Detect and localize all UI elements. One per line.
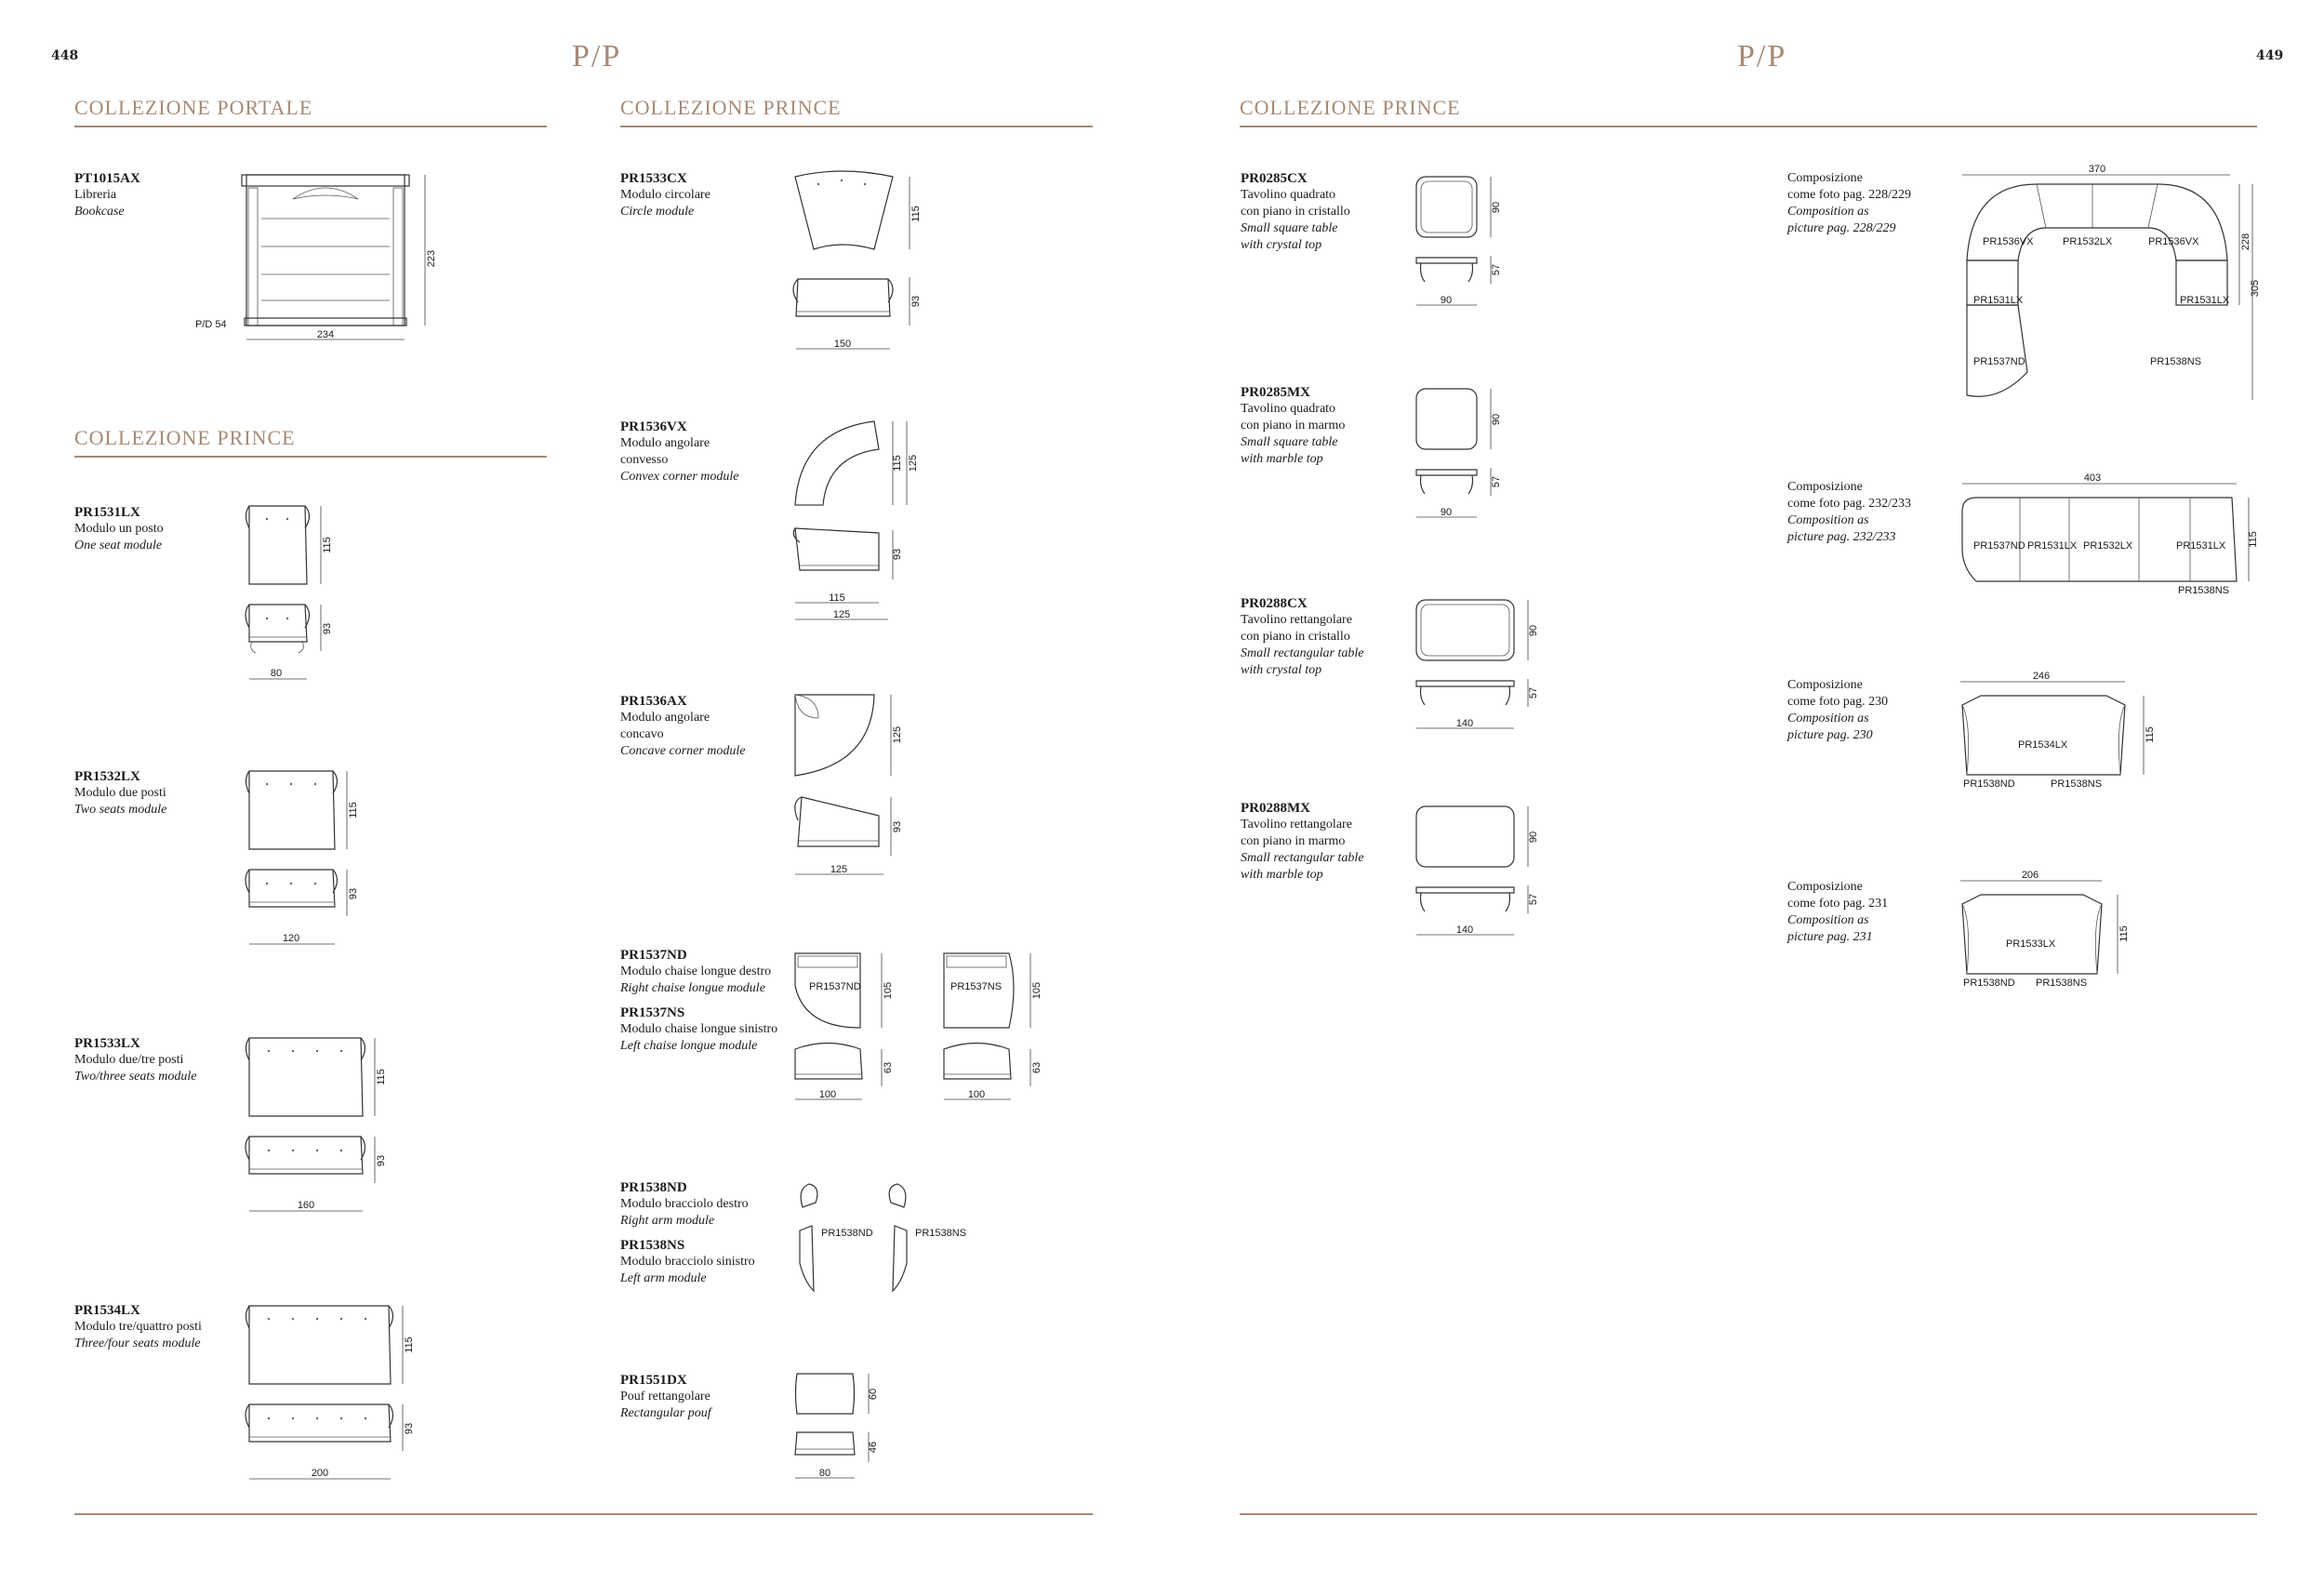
svg-text:90: 90 [1440,295,1453,306]
product-pr0288mx [1241,800,1363,884]
product-code: PR1536AX [620,694,687,709]
product-code: PR0288CX [1241,596,1308,611]
product-name-it: Pouf rettangolare [620,1390,710,1403]
svg-text:90: 90 [1491,201,1502,214]
product-name-it-2: con piano in cristallo [1241,630,1350,644]
product-code: PR1534LX [74,1303,140,1318]
svg-text:PR1537ND: PR1537ND [1973,540,2025,552]
bookcase-drawing [191,167,451,344]
product-name-it: Tavolino rettangolare [1241,613,1352,627]
svg-text:60: 60 [868,1388,879,1401]
bottom-rule-left [74,1513,1093,1515]
svg-text:93: 93 [910,295,922,308]
product-pr1551dx [620,1372,711,1422]
product-code: PR1537ND [620,948,687,963]
right-page-number: 449 [2256,48,2284,63]
svg-text:90: 90 [1528,624,1539,637]
svg-text:115: 115 [2145,726,2156,743]
svg-text:305: 305 [2250,279,2261,298]
svg-text:93: 93 [322,622,333,635]
composition-3-caption: Composizione come foto pag. 230 Composition as picture pag. 230 [1787,678,1889,742]
product-code: PR1531LX [74,505,140,520]
svg-text:57: 57 [1491,475,1502,488]
product-name-en-2: with marble top [1241,452,1323,466]
svg-text:105: 105 [883,981,894,1000]
composition-1-plan [1953,158,2260,414]
svg-text:PR1533LX: PR1533LX [2006,938,2056,950]
svg-text:90: 90 [1491,413,1502,426]
product-name-en: Circle module [620,205,695,219]
product-name-en: Rectangular pouf [620,1406,711,1420]
svg-text:93: 93 [892,548,903,561]
svg-text:80: 80 [818,1468,831,1479]
composition-1-caption: Composizione come foto pag. 228/229 Composition as picture pag. 228/229 [1787,171,1911,235]
two-seat-drawing [246,767,358,949]
svg-text:57: 57 [1528,686,1539,699]
product-name-it: Modulo due posti [74,786,166,800]
product-name-it-2: con piano in marmo [1241,834,1346,848]
product-pr1531lx [74,504,164,554]
product-name-it: Modulo circolare [620,188,710,202]
product-name-en: Left chaise longue module [620,1039,758,1053]
section-rule [74,126,547,127]
svg-text:115: 115 [322,537,333,553]
svg-text:90: 90 [1528,831,1539,844]
svg-text:120: 120 [282,933,300,944]
product-name-it: Libreria [74,188,117,202]
svg-text:105: 105 [1031,981,1042,1000]
one-seat-drawing [246,502,339,684]
product-name-en: Small square table [1241,435,1338,449]
svg-text:115: 115 [376,1069,387,1085]
svg-text:125: 125 [832,609,851,620]
svg-text:115: 115 [910,206,922,222]
convex-corner-drawing [790,417,930,626]
product-name-it-2: con piano in marmo [1241,419,1346,432]
svg-text:PR1531LX: PR1531LX [2180,295,2230,306]
circle-module-drawing [790,167,930,353]
product-name-it: Modulo angolare [620,711,710,725]
product-name-it: Modulo due/tre posti [74,1053,184,1067]
svg-text:PR1537ND: PR1537ND [809,981,861,992]
product-name-en: Convex corner module [620,470,739,484]
section-title-prince-middle: COLLEZIONE PRINCE [620,96,842,119]
section-rule [74,456,547,458]
svg-text:125: 125 [830,864,848,875]
svg-text:125: 125 [908,454,919,472]
product-code: PR0285CX [1241,171,1308,186]
composition-4-plan [1958,867,2171,997]
product-name-it-2: con piano in cristallo [1241,205,1350,219]
product-name-en: Left arm module [620,1271,707,1285]
bottom-rule-right [1240,1513,2257,1515]
composition-2-plan [1953,470,2260,600]
product-name-it: Modulo angolare [620,436,710,450]
product-name-en: Two/three seats module [74,1070,197,1084]
svg-text:90: 90 [1440,507,1453,518]
svg-text:PR1531LX: PR1531LX [2027,540,2078,552]
product-pr1537ns [620,1004,777,1055]
square-table-crystal-drawing [1412,172,1523,312]
svg-text:63: 63 [1031,1061,1042,1074]
product-pr0285cx [1241,170,1350,254]
product-name-en-2: with marble top [1241,868,1323,882]
svg-text:57: 57 [1528,893,1539,906]
product-pr1532lx [74,768,166,818]
svg-text:PR1536VX: PR1536VX [1983,236,2034,247]
product-pr1536vx [620,419,739,486]
dim-height: 223 [426,249,437,268]
svg-text:PR1532LX: PR1532LX [2083,540,2133,552]
svg-text:140: 140 [1455,925,1474,936]
concave-corner-drawing [790,690,930,881]
product-name-it: Modulo bracciolo sinistro [620,1255,755,1269]
two-three-seat-drawing [246,1034,387,1216]
svg-text:246: 246 [2032,671,2051,682]
product-code: PR0288MX [1241,801,1310,816]
svg-text:200: 200 [311,1468,329,1479]
section-title-prince-left: COLLEZIONE PRINCE [74,426,296,449]
svg-text:125: 125 [892,725,903,744]
product-name-en: Small rectangular table [1241,646,1364,660]
svg-text:115: 115 [829,592,845,604]
svg-text:403: 403 [2083,472,2102,484]
brand-logo-left: P/P [572,39,622,73]
product-pr0288cx [1241,595,1363,679]
dim-depth: P/D 54 [195,319,227,330]
svg-text:PR1536VX: PR1536VX [2148,236,2199,247]
svg-text:63: 63 [883,1061,894,1074]
product-name-en: Right chaise longue module [620,981,765,995]
section-title-portale: COLLEZIONE PORTALE [74,96,313,119]
svg-text:PR1538NS: PR1538NS [2036,978,2088,989]
svg-text:93: 93 [376,1154,387,1167]
svg-text:115: 115 [2248,531,2259,548]
composition-4-caption: Composizione come foto pag. 231 Composition as picture pag. 231 [1787,880,1889,944]
square-table-marble-drawing [1412,384,1523,524]
product-code: PR1537NS [620,1005,685,1020]
product-pr1537nd [620,947,771,997]
svg-text:PR1538ND: PR1538ND [1963,978,2015,989]
svg-text:PR1531LX: PR1531LX [1973,295,2024,306]
svg-text:115: 115 [348,802,359,818]
product-pr1538nd [620,1179,749,1230]
svg-text:228: 228 [2240,233,2251,251]
svg-text:PR1538NS: PR1538NS [2051,778,2103,790]
svg-text:115: 115 [2118,925,2130,942]
product-name-it: Modulo un posto [74,522,164,536]
product-name-it: Modulo chaise longue destro [620,964,772,978]
product-code: PR1536VX [620,419,687,434]
svg-text:PR1538NS: PR1538NS [915,1228,967,1239]
product-name-en: One seat module [74,539,163,552]
svg-text:160: 160 [297,1200,315,1211]
svg-text:80: 80 [270,668,283,679]
product-pr1534lx [74,1302,202,1352]
svg-text:93: 93 [404,1422,415,1435]
product-name-it: Modulo tre/quattro posti [74,1320,202,1334]
product-name-it: Modulo chaise longue sinistro [620,1022,778,1036]
svg-text:93: 93 [348,887,359,900]
rect-table-crystal-drawing [1412,595,1551,735]
product-name-en: Two seats module [74,803,167,817]
section-rule [1240,126,2257,127]
product-pr1533cx [620,170,710,220]
product-name-it-2: convesso [620,453,669,467]
right-chaise-drawing [790,949,921,1102]
svg-text:46: 46 [868,1441,879,1454]
product-pt1015ax [74,170,140,220]
svg-text:PR1534LX: PR1534LX [2018,739,2068,751]
product-code: PR1532LX [74,769,140,784]
svg-text:206: 206 [2021,870,2039,881]
product-name-en: Three/four seats module [74,1337,201,1350]
pouf-drawing [792,1369,904,1485]
product-name-it: Modulo bracciolo destro [620,1197,749,1211]
svg-text:100: 100 [818,1089,837,1100]
three-four-seat-drawing [246,1302,414,1483]
left-chaise-drawing [939,949,1069,1102]
product-name-en: Right arm module [620,1214,715,1228]
product-code: PR1551DX [620,1373,687,1388]
svg-text:93: 93 [892,820,903,833]
product-code: PR1533LX [74,1036,140,1051]
product-code: PT1015AX [74,171,140,186]
composition-3-plan [1958,668,2190,798]
product-name-en-2: with crystal top [1241,238,1322,252]
product-code: PR0285MX [1241,385,1310,400]
svg-text:140: 140 [1455,718,1474,729]
composition-2-caption: Composizione come foto pag. 232/233 Composition as picture pag. 232/233 [1787,480,1911,544]
svg-text:370: 370 [2088,164,2106,175]
left-page-number: 448 [51,48,79,63]
svg-text:PR1532LX: PR1532LX [2063,236,2113,247]
svg-text:150: 150 [833,339,852,350]
brand-logo-right: P/P [1737,39,1787,73]
svg-text:100: 100 [967,1089,986,1100]
product-name-en: Small rectangular table [1241,851,1364,865]
product-pr1533lx [74,1035,196,1085]
product-code: PR1538NS [620,1238,685,1253]
svg-text:PR1538NS: PR1538NS [2150,356,2202,367]
product-code: PR1538ND [620,1180,687,1195]
svg-text:PR1538NS: PR1538NS [2178,585,2230,596]
product-name-en-2: with crystal top [1241,663,1322,677]
product-code: PR1533CX [620,171,687,186]
svg-text:PR1531LX: PR1531LX [2176,540,2226,552]
product-pr1536ax [620,693,746,760]
product-pr1538ns [620,1237,755,1287]
product-name-en: Concave corner module [620,744,746,758]
svg-text:57: 57 [1491,263,1502,276]
section-rule [620,126,1093,127]
dim-width: 234 [316,329,335,340]
svg-text:PR1538ND: PR1538ND [1963,778,2015,790]
product-name-it: Tavolino quadrato [1241,402,1336,416]
svg-text:PR1538ND: PR1538ND [821,1228,873,1239]
product-pr0285mx [1241,384,1345,468]
left-arm-drawing [893,1179,1014,1300]
product-name-it: Tavolino rettangolare [1241,818,1352,831]
rect-table-marble-drawing [1412,802,1551,941]
product-name-en: Small square table [1241,221,1338,235]
svg-text:115: 115 [404,1337,415,1353]
section-title-prince-right: COLLEZIONE PRINCE [1240,96,1461,119]
product-name-en: Bookcase [74,205,125,219]
svg-text:PR1537NS: PR1537NS [950,981,1003,992]
product-name-it-2: concavo [620,727,664,741]
svg-text:PR1537ND: PR1537ND [1973,356,2025,367]
product-name-it: Tavolino quadrato [1241,188,1336,202]
svg-text:115: 115 [892,455,903,472]
